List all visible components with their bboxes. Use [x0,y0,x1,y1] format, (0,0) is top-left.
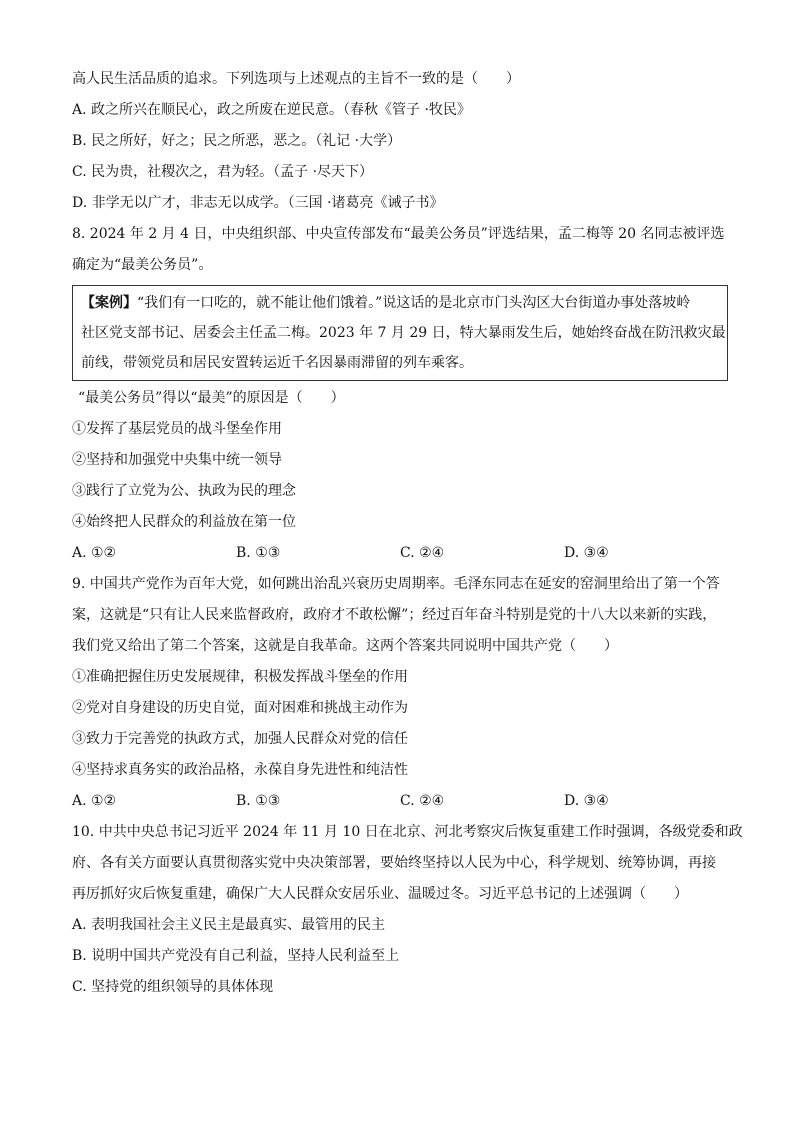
q9-statement-3: ③致力于完善党的执政方式，加强人民群众对党的信任 [72,731,408,747]
q7-option-d: D. 非学无以广才，非志无以成学。（三国 ·诸葛亮《诫子书》 [72,195,444,211]
q10-option-c: C. 坚持党的组织领导的具体体现 [72,979,274,995]
q8-stem-line1: 8. 2024 年 2 月 4 日，中央组织部、中央宣传部发布“最美公务员”评选结果，孟二梅等 20 名同志被评选 [72,226,725,242]
q8-choice-a: A. ①② [72,545,117,561]
q8-case-line1 [81,288,719,318]
q8-statement-4: ④始终把人民群众的利益放在第一位 [72,514,296,530]
q10-stem-line3: 再厉抓好灾后恢复重建，确保广大人民群众安居乐业、温暖过冬。习近平总书记的上述强调（ ） [72,886,688,902]
q7-option-c: C. 民为贵，社稷次之，君为轻。（孟子 ·尽天下） [72,164,374,180]
q8-stem-line2: 确定为“最美公务员”。 [72,257,213,273]
q9-statement-2: ②党对自身建设的历史自觉，面对困难和挑战主动作为 [72,700,408,716]
q9-choice-c: C. ②④ [400,793,445,809]
q10-stem-line2: 府、各有关方面要认真贯彻落实党中央决策部署，要始终坚持以人民为中心，科学规划、统筹协调，再接 [72,855,716,871]
q9-choice-b: B. ①③ [236,793,281,809]
q8-case-box [72,285,728,381]
q8-choice-c: C. ②④ [400,545,445,561]
q9-stem-line3: 我们党又给出了第二个答案，这就是自我革命。这两个答案共同说明中国共产党（ ） [72,638,618,654]
q7-option-a: A. 政之所兴在顺民心，政之所废在逆民意。（春秋《管子 ·牧民》 [72,102,471,118]
q9-statement-4: ④坚持求真务实的政治品格，永葆自身先进性和纯洁性 [72,762,408,778]
q8-case-text1: “我们有一口吃的，就不能让他们饿着。”说这话的是北京市门头沟区大台街道办事处落坡岭 [137,295,691,311]
q8-case-line2: 社区党支部书记、居委会主任孟二梅。2023 年 7 月 29 日，特大暴雨发生后，她始终奋战在防汛救灾最 [81,325,726,341]
q8-case-line3: 前线，带领党员和居民安置转运近千名因暴雨滞留的列车乘客。 [81,355,473,371]
exam-page [72,64,743,1003]
q8-statement-1: ①发挥了基层党员的战斗堡垒作用 [72,421,282,437]
q7-option-b: B. 民之所好，好之；民之所恶，恶之。（礼记 ·大学） [72,133,402,149]
q9-choice-a: A. ①② [72,793,117,809]
q7-stem-tail: 高人民生活品质的追求。下列选项与上述观点的主旨不一致的是（ ） [72,71,520,87]
q8-choices [72,538,728,569]
q8-statement-2: ②坚持和加强党中央集中统一领导 [72,452,282,468]
q8-case-tag: 【案例】 [81,295,137,311]
q10-stem-line1: 10. 中共中央总书记习近平 2024 年 11 月 10 日在北京、河北考察灾后恢复重建工作时强调，各级党委和政 [72,824,743,840]
q9-statement-1: ①准确把握住历史发展规律，积极发挥战斗堡垒的作用 [72,669,408,685]
q8-choice-b: B. ①③ [236,545,281,561]
q10-option-b: B. 说明中国共产党没有自己利益，坚持人民利益至上 [72,948,400,964]
q8-choice-d: D. ③④ [564,545,609,561]
q9-choice-d: D. ③④ [564,793,609,809]
q9-choices [72,786,728,817]
q9-stem-line1: 9. 中国共产党作为百年大党，如何跳出治乱兴衰历史周期率。毛泽东同志在延安的窑洞里给出了第一个答 [72,576,720,592]
q8-question: “最美公务员”得以“最美”的原因是（ ） [78,390,345,406]
q10-option-a: A. 表明我国社会主义民主是最真实、最管用的民主 [72,917,386,933]
q8-statement-3: ③践行了立党为公、执政为民的理念 [72,483,296,499]
q9-stem-line2: 案，这就是“只有让人民来监督政府，政府才不敢松懈”；经过百年奋斗特别是党的十八大以来新的实践， [72,607,717,623]
